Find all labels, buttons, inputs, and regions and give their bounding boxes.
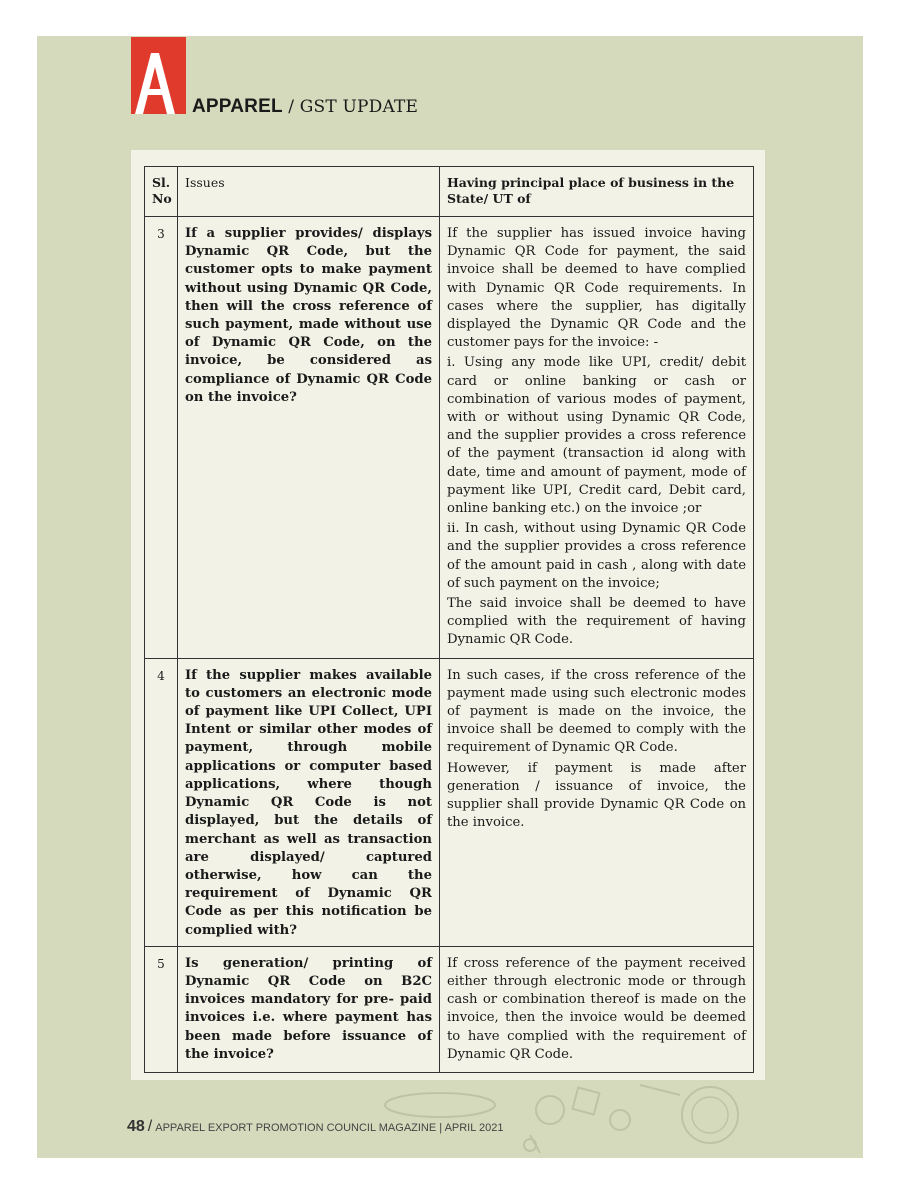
- answer-cell: [440, 946, 754, 1072]
- answer-paragraph: In such cases, if the cross reference of the payment made using such electronic modes of payment is made on the invoice, the invoice shall be deemed to comply with the requirement of Dynamic QR Code.: [447, 667, 746, 756]
- gst-faq-table: [144, 166, 754, 1073]
- page-number: 48: [127, 1118, 145, 1135]
- answer-paragraph: i. Using any mode like UPI, credit/ debit card or online banking or cash or combination of various modes of payment, with or without using Dynamic QR Code, and the supplier provides a cross reference of the payment (transaction id along with date, time and amount of payment, mode of payment like UPI, Credit card, Debit card, online banking etc.) on the invoice ;or: [447, 355, 746, 517]
- issue-text: If the supplier makes available to customers an electronic mode of payment like UPI Collect, UPI Intent or similar other modes of payment, through mobile applications or computer based applications, where though Dynamic QR Code is not displayed, but the details of merchant as well as transaction are displayed/ captured otherwise, how can the requirement of Dynamic QR Code as per this notification be complied with?: [178, 658, 440, 946]
- answer-cell: [440, 658, 754, 946]
- sewing-tools-decoration-icon: [380, 1075, 790, 1159]
- table-row: [145, 658, 754, 946]
- answer-paragraph: ii. In cash, without using Dynamic QR Code and the supplier provides a cross reference of the amount paid in cash , along with date of such payment on the invoice;: [447, 521, 746, 591]
- answer-paragraph: However, if payment is made after generation / issuance of invoice, the supplier shall provide Dynamic QR Code on the invoice.: [447, 760, 746, 831]
- header-separator: /: [288, 97, 295, 117]
- footer-publication: APPAREL EXPORT PROMOTION COUNCIL MAGAZINE | APRIL 2021: [155, 1122, 504, 1134]
- table-row: [145, 946, 754, 1072]
- row-number: 4: [145, 658, 178, 946]
- magazine-header: [192, 96, 418, 118]
- issue-text: If a supplier provides/ displays Dynamic QR Code, but the customer opts to make payment without using Dynamic QR Code, then will the cross reference of such payment, made without use of Dynamic QR Code, on the invoice, be considered as compliance of Dynamic QR Code on the invoice?: [178, 217, 440, 659]
- answer-cell: [440, 217, 754, 659]
- apparel-logo-icon: [131, 37, 186, 114]
- column-header-issues: Issues: [178, 167, 440, 217]
- row-number: 5: [145, 946, 178, 1072]
- issue-text: Is generation/ printing of Dynamic QR Code on B2C invoices mandatory for pre- paid invoices i.e. where payment has been made before issuance of the invoice?: [178, 946, 440, 1072]
- answer-paragraph: If the supplier has issued invoice having Dynamic QR Code for payment, the said invoice shall be deemed to have complied with Dynamic QR Code requirements. In cases where the supplier, has digitally displayed the Dynamic QR Code and the customer pays for the invoice: -: [447, 226, 746, 351]
- header-section: GST UPDATE: [299, 97, 419, 117]
- table-header-row: [145, 167, 754, 217]
- column-header-sl: Sl. No: [145, 167, 178, 217]
- row-number: 3: [145, 217, 178, 659]
- table-row: [145, 217, 754, 659]
- header-brand: APPAREL: [192, 96, 283, 117]
- footer-separator: /: [147, 1118, 153, 1135]
- answer-paragraph: The said invoice shall be deemed to have complied with the requirement of having Dynamic QR Code.: [447, 596, 746, 648]
- page-footer: [127, 1118, 503, 1136]
- column-header-answer: Having principal place of business in the State/ UT of: [440, 167, 754, 217]
- answer-paragraph: If cross reference of the payment received either through electronic mode or through cash or combination thereof is made on the invoice, then the invoice would be deemed to have complied with the requirement of Dynamic QR Code.: [447, 955, 746, 1062]
